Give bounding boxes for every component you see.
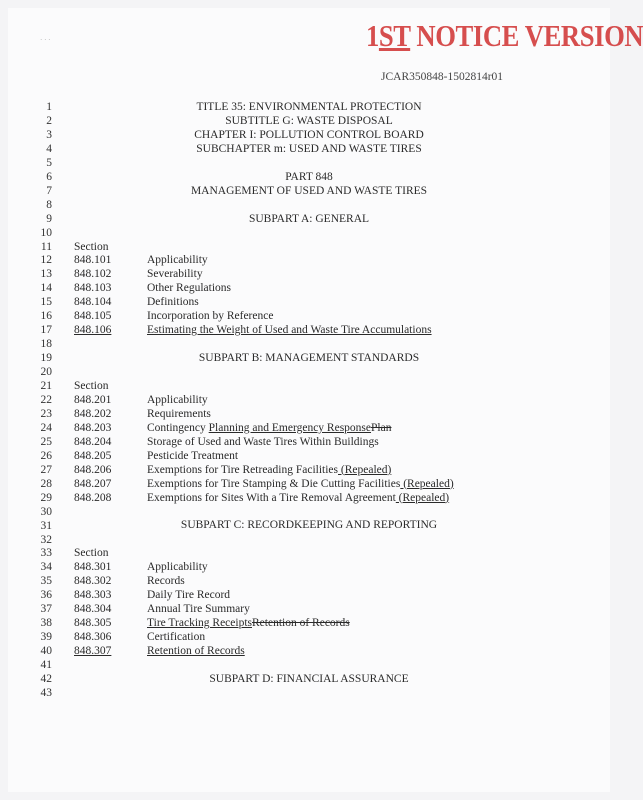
part-name-heading: MANAGEMENT OF USED AND WASTE TIRES [190, 185, 428, 197]
section-title: Exemptions for Tire Retreading Facilities (Repealed) [147, 463, 392, 476]
section-entry [0, 602, 618, 616]
inserted-text: Tire Tracking Receipts [147, 617, 252, 630]
section-number: 848.208 [74, 491, 112, 504]
line-number: 8 [46, 198, 52, 211]
section-number: 848.207 [74, 477, 112, 490]
section-entry [0, 435, 618, 449]
section-title: Annual Tire Summary [147, 603, 250, 616]
section-entry [0, 253, 618, 267]
subpart-b-heading: SUBPART B: MANAGEMENT STANDARDS [198, 352, 420, 364]
section-title: Storage of Used and Waste Tires Within Buildings [147, 435, 379, 448]
section-number: 848.103 [74, 282, 112, 295]
section-entry [0, 449, 618, 463]
line-number: 22 [40, 393, 52, 406]
section-number: 848.204 [74, 435, 112, 448]
section-number: 848.304 [74, 603, 112, 616]
part-heading: PART 848 [285, 171, 333, 183]
line-number: 32 [40, 533, 52, 546]
line-number: 23 [40, 407, 52, 420]
line-number: 31 [40, 519, 52, 532]
section-entry [0, 574, 618, 588]
subchapter-heading: SUBCHAPTER m: USED AND WASTE TIRES [196, 143, 422, 155]
section-number: 848.302 [74, 575, 112, 588]
section-entry [0, 644, 618, 658]
section-entry [0, 491, 618, 505]
section-title: Exemptions for Tire Stamping & Die Cutting Facilities (Repealed) [147, 477, 454, 490]
section-title: Daily Tire Record [147, 589, 231, 602]
section-number: 848.307 [74, 645, 112, 657]
inserted-text: (Repealed) [395, 491, 450, 504]
line-number: 38 [40, 617, 52, 630]
section-title: Estimating the Weight of Used and Waste Tire Accumulations [147, 324, 432, 337]
line-number: 40 [40, 645, 52, 657]
section-number: 848.203 [74, 421, 112, 434]
section-title: Retention of Records [147, 645, 245, 657]
section-entry [0, 477, 618, 491]
line-number: 6 [46, 170, 52, 183]
inserted-text: (Repealed) [338, 463, 392, 476]
line-number: 13 [40, 268, 52, 281]
line-number: 33 [40, 547, 52, 560]
section-title: Severability [147, 268, 203, 281]
line-number: 43 [40, 686, 52, 699]
section-number: 848.202 [74, 407, 112, 420]
section-title: Applicability [147, 254, 208, 267]
line-number: 30 [40, 505, 52, 518]
section-entry [0, 616, 618, 630]
line-number: 3 [46, 128, 52, 141]
line-number: 4 [46, 142, 52, 155]
section-entry [0, 281, 618, 295]
line-number: 7 [46, 184, 52, 197]
scan-speck: · · · [40, 36, 51, 44]
line-number: 35 [40, 575, 52, 588]
line-number: 9 [46, 212, 52, 225]
section-number: 848.102 [74, 268, 112, 281]
section-title: Exemptions for Sites With a Tire Removal Agreement (Repealed) [147, 491, 450, 504]
section-entry [0, 407, 618, 421]
line-number: 39 [40, 631, 52, 644]
section-title: Applicability [147, 393, 208, 406]
section-title: Contingency Planning and Emergency ResponsePlan [147, 421, 392, 434]
line-number: 18 [40, 338, 52, 351]
line-number: 1 [46, 101, 52, 113]
line-number: 36 [40, 589, 52, 602]
section-entry [0, 393, 618, 407]
line-number: 37 [40, 603, 52, 616]
line-number: 16 [40, 310, 52, 323]
section-title [147, 616, 350, 630]
line-number: 34 [40, 561, 52, 574]
section-label: Section [74, 547, 109, 559]
section-entry [0, 560, 618, 574]
section-number: 848.206 [74, 463, 112, 476]
section-label: Section [74, 241, 109, 253]
section-number: 848.301 [74, 561, 112, 574]
section-number: 848.104 [74, 296, 112, 309]
line-number: 2 [46, 115, 52, 127]
section-number: 848.105 [74, 310, 112, 323]
deleted-text: Plan [371, 421, 392, 434]
document-id: JCAR350848-1502814r01 [381, 71, 504, 83]
section-title: Incorporation by Reference [147, 310, 274, 323]
section-entry [0, 630, 618, 644]
section-number: 848.106 [74, 324, 112, 337]
section-number: 848.306 [74, 631, 112, 644]
section-number: 848.101 [74, 254, 112, 267]
chapter-heading: CHAPTER I: POLLUTION CONTROL BOARD [194, 129, 424, 141]
section-label: Section [74, 380, 109, 392]
line-number: 41 [40, 659, 52, 671]
line-number: 19 [40, 352, 52, 365]
section-entry [0, 323, 618, 337]
line-number: 27 [40, 463, 52, 476]
section-entry [0, 267, 618, 281]
line-number: 15 [40, 296, 52, 309]
subpart-c-heading: SUBPART C: RECORDKEEPING AND REPORTING [180, 519, 438, 531]
line-number: 14 [40, 282, 52, 295]
deleted-text: Retention of Records [252, 617, 350, 630]
section-number: 848.205 [74, 449, 112, 462]
section-title: Requirements [147, 407, 211, 420]
line-number: 21 [40, 380, 52, 392]
subtitle-heading: SUBTITLE G: WASTE DISPOSAL [225, 115, 393, 127]
inserted-text: Planning and Emergency Response [208, 421, 372, 434]
line-number: 24 [40, 421, 52, 434]
section-number: 848.305 [74, 617, 112, 630]
line-number: 5 [46, 156, 52, 169]
section-title: Pesticide Treatment [147, 449, 239, 462]
notice-version-stamp: 1ST NOTICE VERSION [366, 18, 643, 53]
section-title: Definitions [147, 296, 199, 309]
line-number: 42 [40, 672, 52, 685]
subpart-d-heading: SUBPART D: FINANCIAL ASSURANCE [209, 673, 409, 685]
section-entry [0, 309, 618, 323]
subpart-a-heading: SUBPART A: GENERAL [248, 213, 370, 225]
title-heading: TITLE 35: ENVIRONMENTAL PROTECTION [196, 101, 422, 113]
section-title: Certification [147, 631, 206, 644]
line-number: 17 [40, 324, 52, 337]
line-number: 28 [40, 477, 52, 490]
section-number: 848.303 [74, 589, 112, 602]
line-number: 12 [40, 254, 52, 267]
line-number: 10 [40, 226, 52, 239]
section-title: Other Regulations [147, 282, 231, 295]
section-title: Records [147, 575, 185, 588]
line-number: 25 [40, 435, 52, 448]
inserted-text: (Repealed) [400, 477, 454, 490]
line-number: 26 [40, 449, 52, 462]
line-number: 20 [40, 366, 52, 379]
section-entry [0, 588, 618, 602]
line-number: 29 [40, 491, 52, 504]
section-number: 848.201 [74, 393, 112, 406]
line-number: 11 [40, 240, 52, 253]
section-entry [0, 463, 618, 477]
section-entry [0, 295, 618, 309]
section-title: Applicability [147, 561, 208, 574]
section-entry [0, 421, 618, 435]
